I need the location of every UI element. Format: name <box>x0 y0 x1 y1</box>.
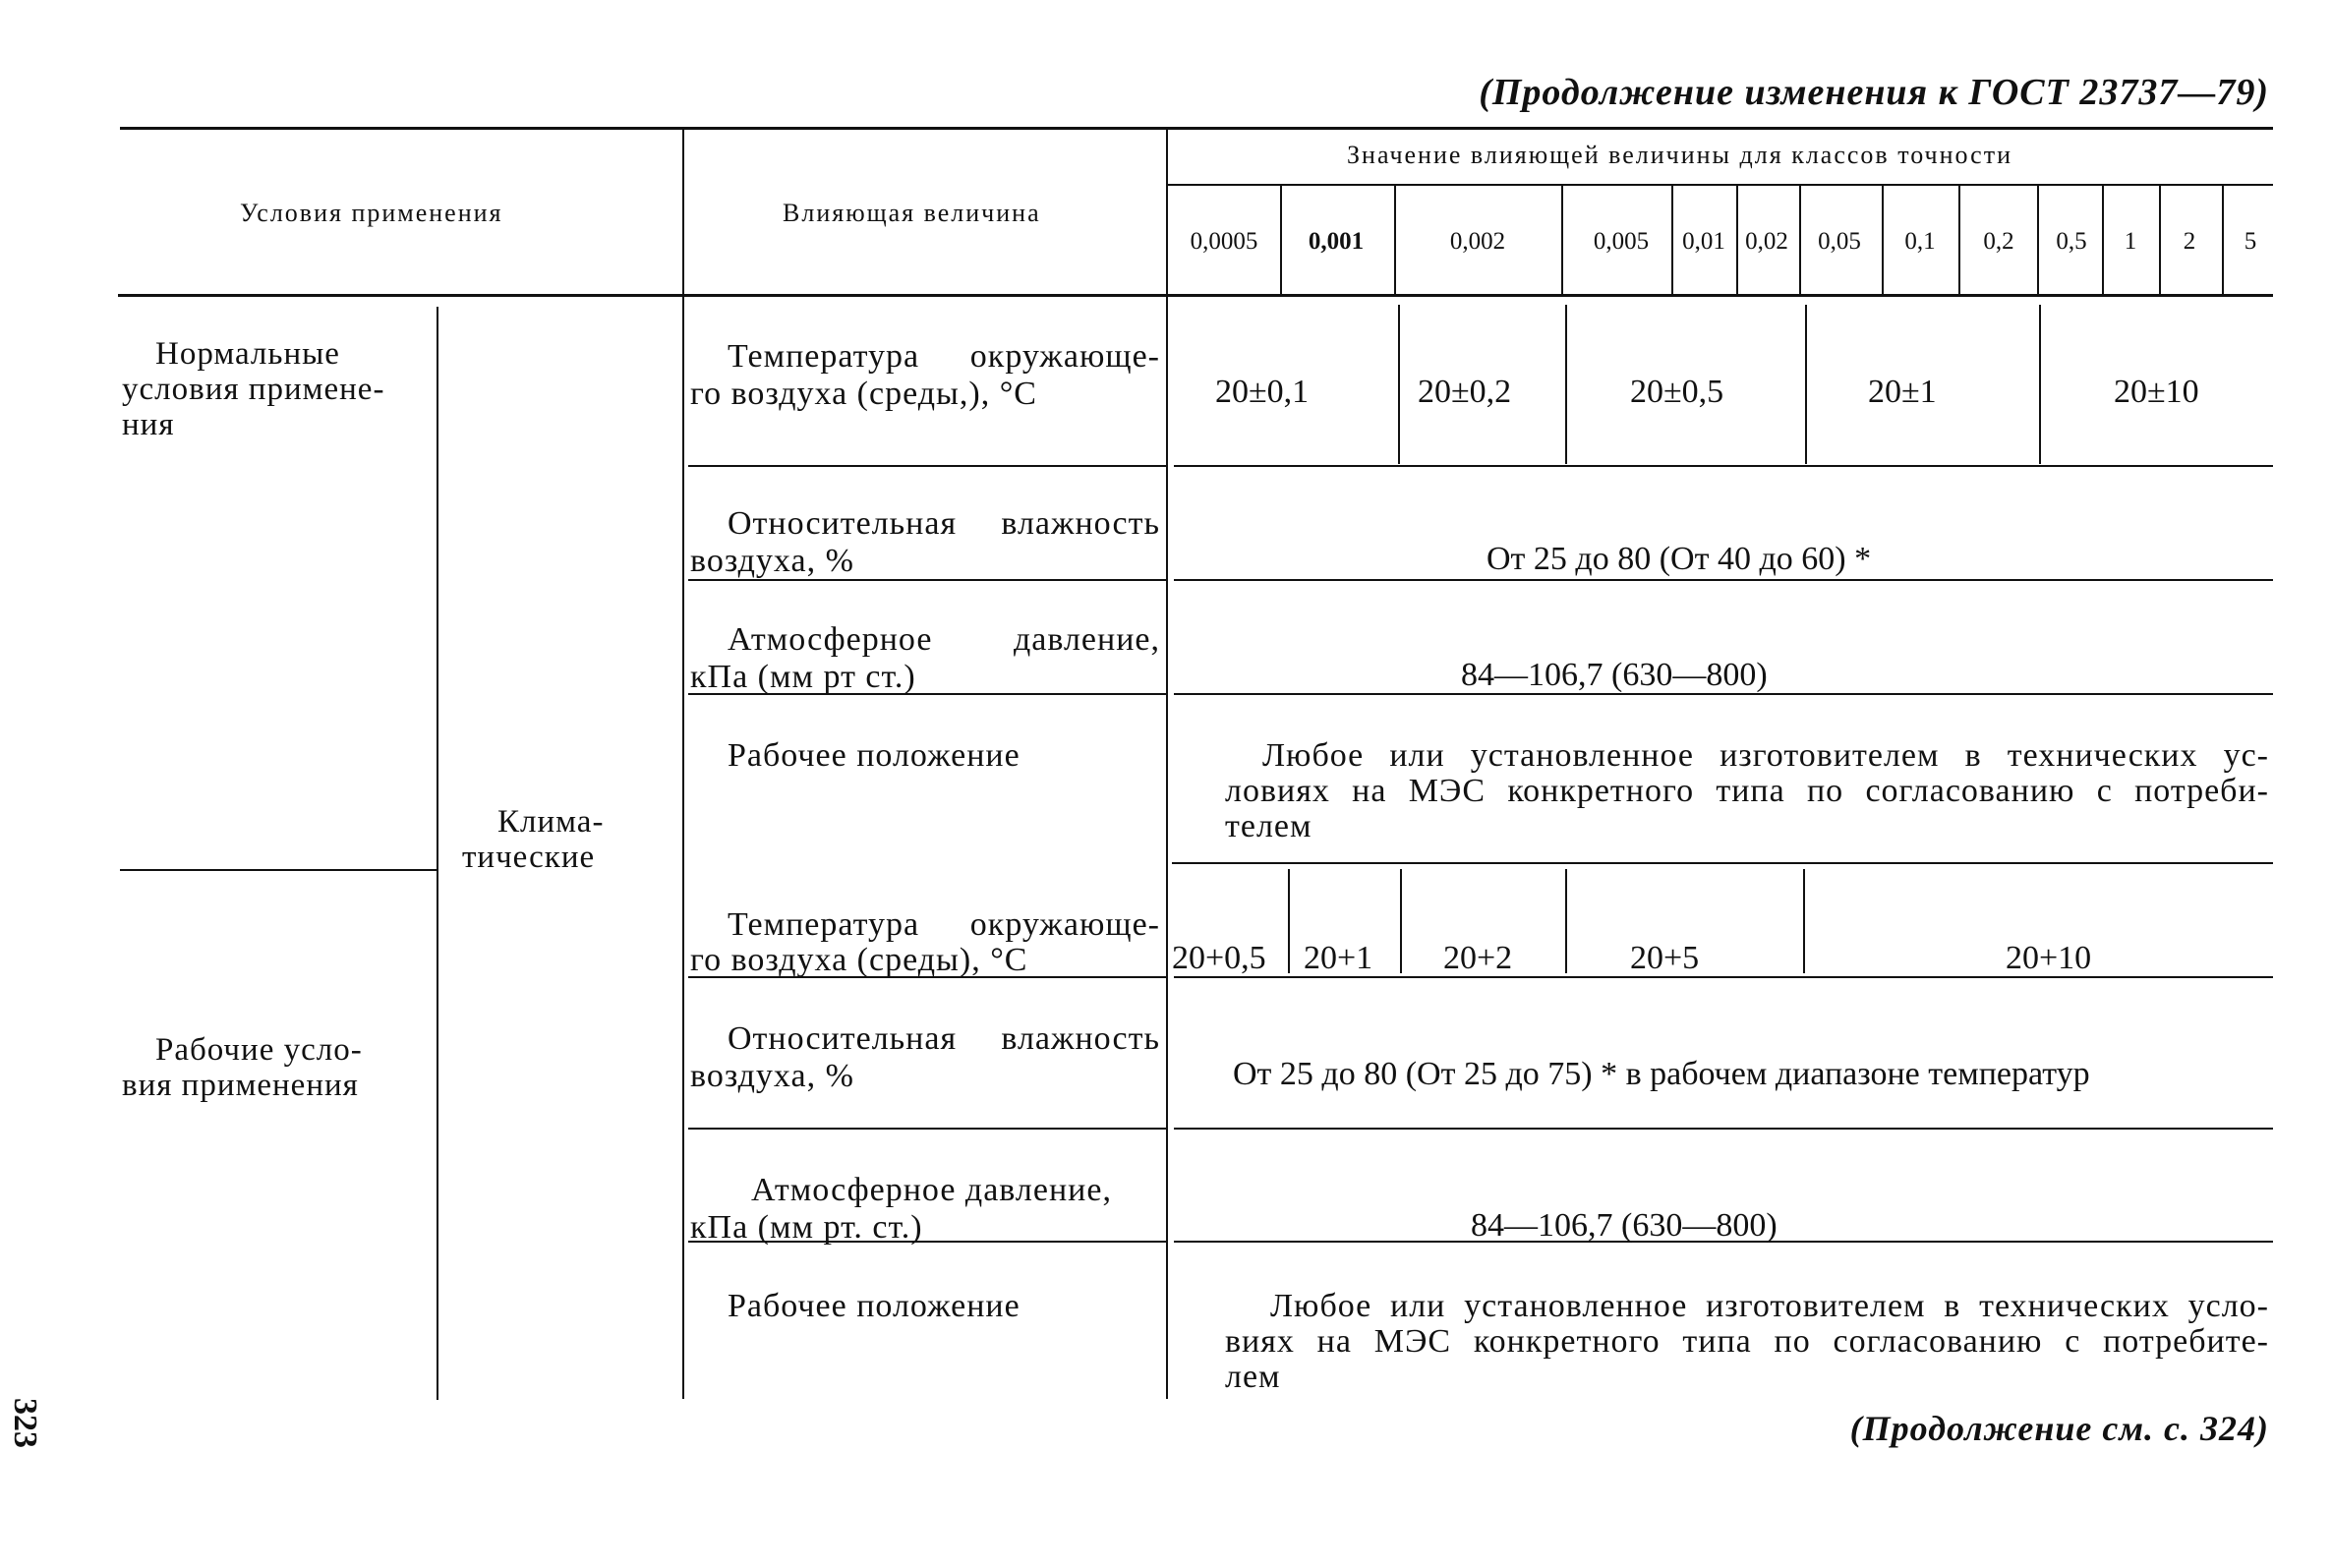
normal-temp-value-3: 20±0,5 <box>1630 374 1724 410</box>
class-0-001: 0,001 <box>1308 228 1365 255</box>
col-header-conditions: Условия применения <box>240 199 503 227</box>
working-position-value-1: Любое или установленное изготовителем в технических усло- <box>1270 1288 2269 1324</box>
class-0-002: 0,002 <box>1449 228 1506 255</box>
normal-temp-label-2: го воздуха (среды,), °С <box>690 376 1037 412</box>
page-number: 323 <box>7 1398 43 1448</box>
class-0-05: 0,05 <box>1818 228 1861 255</box>
normal-pressure-value: 84—106,7 (630—800) <box>1461 657 1768 693</box>
class-0-1: 0,1 <box>1904 228 1936 255</box>
class-2: 2 <box>2183 228 2196 255</box>
working-position-value-2: виях на МЭС конкретного типа по согласованию с потребите- <box>1225 1323 2269 1360</box>
normal-position-value-3: телем <box>1225 808 1312 844</box>
continuation-header: (Продолжение изменения к ГОСТ 23737—79) <box>1479 72 2269 113</box>
climatic-group-label-2: тические <box>462 840 596 875</box>
working-position-label: Рабочее положение <box>728 1288 1020 1324</box>
working-conditions-label-1: Рабочие усло- <box>155 1032 363 1068</box>
working-humidity-label-2: воздуха, % <box>690 1058 854 1094</box>
class-0-2: 0,2 <box>1983 228 2014 255</box>
working-position-value-3: лем <box>1225 1359 1281 1395</box>
working-temp-value-2: 20+1 <box>1304 940 1373 976</box>
working-temp-label-2: го воздуха (среды), °С <box>690 942 1028 978</box>
class-1: 1 <box>2124 228 2137 255</box>
normal-pressure-label-2: кПа (мм рт ст.) <box>690 659 916 695</box>
working-temp-value-1: 20+0,5 <box>1172 940 1266 976</box>
normal-conditions-label-3: ния <box>122 407 175 442</box>
working-humidity-value: От 25 до 80 (От 25 до 75) * в рабочем диапазоне температур <box>1233 1056 2090 1092</box>
normal-humidity-label-1: Относительная влажность <box>728 505 1160 542</box>
class-0-0005: 0,0005 <box>1190 228 1258 255</box>
working-temp-label-1: Температура окружающе- <box>728 906 1160 943</box>
class-0-01: 0,01 <box>1682 228 1725 255</box>
normal-position-value-1: Любое или установленное изготовителем в технических ус- <box>1262 737 2269 774</box>
class-0-02: 0,02 <box>1745 228 1788 255</box>
working-humidity-label-1: Относительная влажность <box>728 1020 1160 1057</box>
normal-temp-value-4: 20±1 <box>1868 374 1937 410</box>
normal-humidity-label-2: воздуха, % <box>690 543 854 579</box>
normal-temp-value-5: 20±10 <box>2114 374 2199 410</box>
col-header-quantity: Влияющая величина <box>783 199 1041 227</box>
normal-position-label: Рабочее положение <box>728 737 1020 774</box>
normal-temp-label-1: Температура окружающе- <box>728 338 1160 375</box>
working-pressure-label-2: кПа (мм рт. ст.) <box>690 1209 923 1246</box>
normal-humidity-value: От 25 до 80 (От 40 до 60) * <box>1487 541 1872 577</box>
normal-conditions-label-1: Нормальные <box>155 336 340 372</box>
col-header-values: Значение влияющей величины для классов точности <box>1347 141 2012 169</box>
normal-conditions-label-2: условия примене- <box>122 372 385 407</box>
working-conditions-label-2: вия применения <box>122 1068 359 1103</box>
class-0-005: 0,005 <box>1593 228 1650 255</box>
normal-pressure-label-1: Атмосферное давление, <box>728 621 1160 658</box>
working-pressure-value: 84—106,7 (630—800) <box>1471 1207 1778 1244</box>
working-temp-value-5: 20+10 <box>2006 940 2092 976</box>
normal-position-value-2: ловиях на МЭС конкретного типа по согласованию с потреби- <box>1225 773 2269 809</box>
normal-temp-value-2: 20±0,2 <box>1418 374 1512 410</box>
continuation-footer: (Продолжение см. с. 324) <box>1849 1409 2269 1448</box>
working-temp-value-3: 20+2 <box>1443 940 1513 976</box>
class-0-5: 0,5 <box>2056 228 2087 255</box>
working-temp-value-4: 20+5 <box>1630 940 1700 976</box>
class-5: 5 <box>2244 228 2257 255</box>
climatic-group-label-1: Клима- <box>497 804 605 840</box>
normal-temp-value-1: 20±0,1 <box>1215 374 1310 410</box>
working-pressure-label-1: Атмосферное давление, <box>751 1172 1112 1208</box>
